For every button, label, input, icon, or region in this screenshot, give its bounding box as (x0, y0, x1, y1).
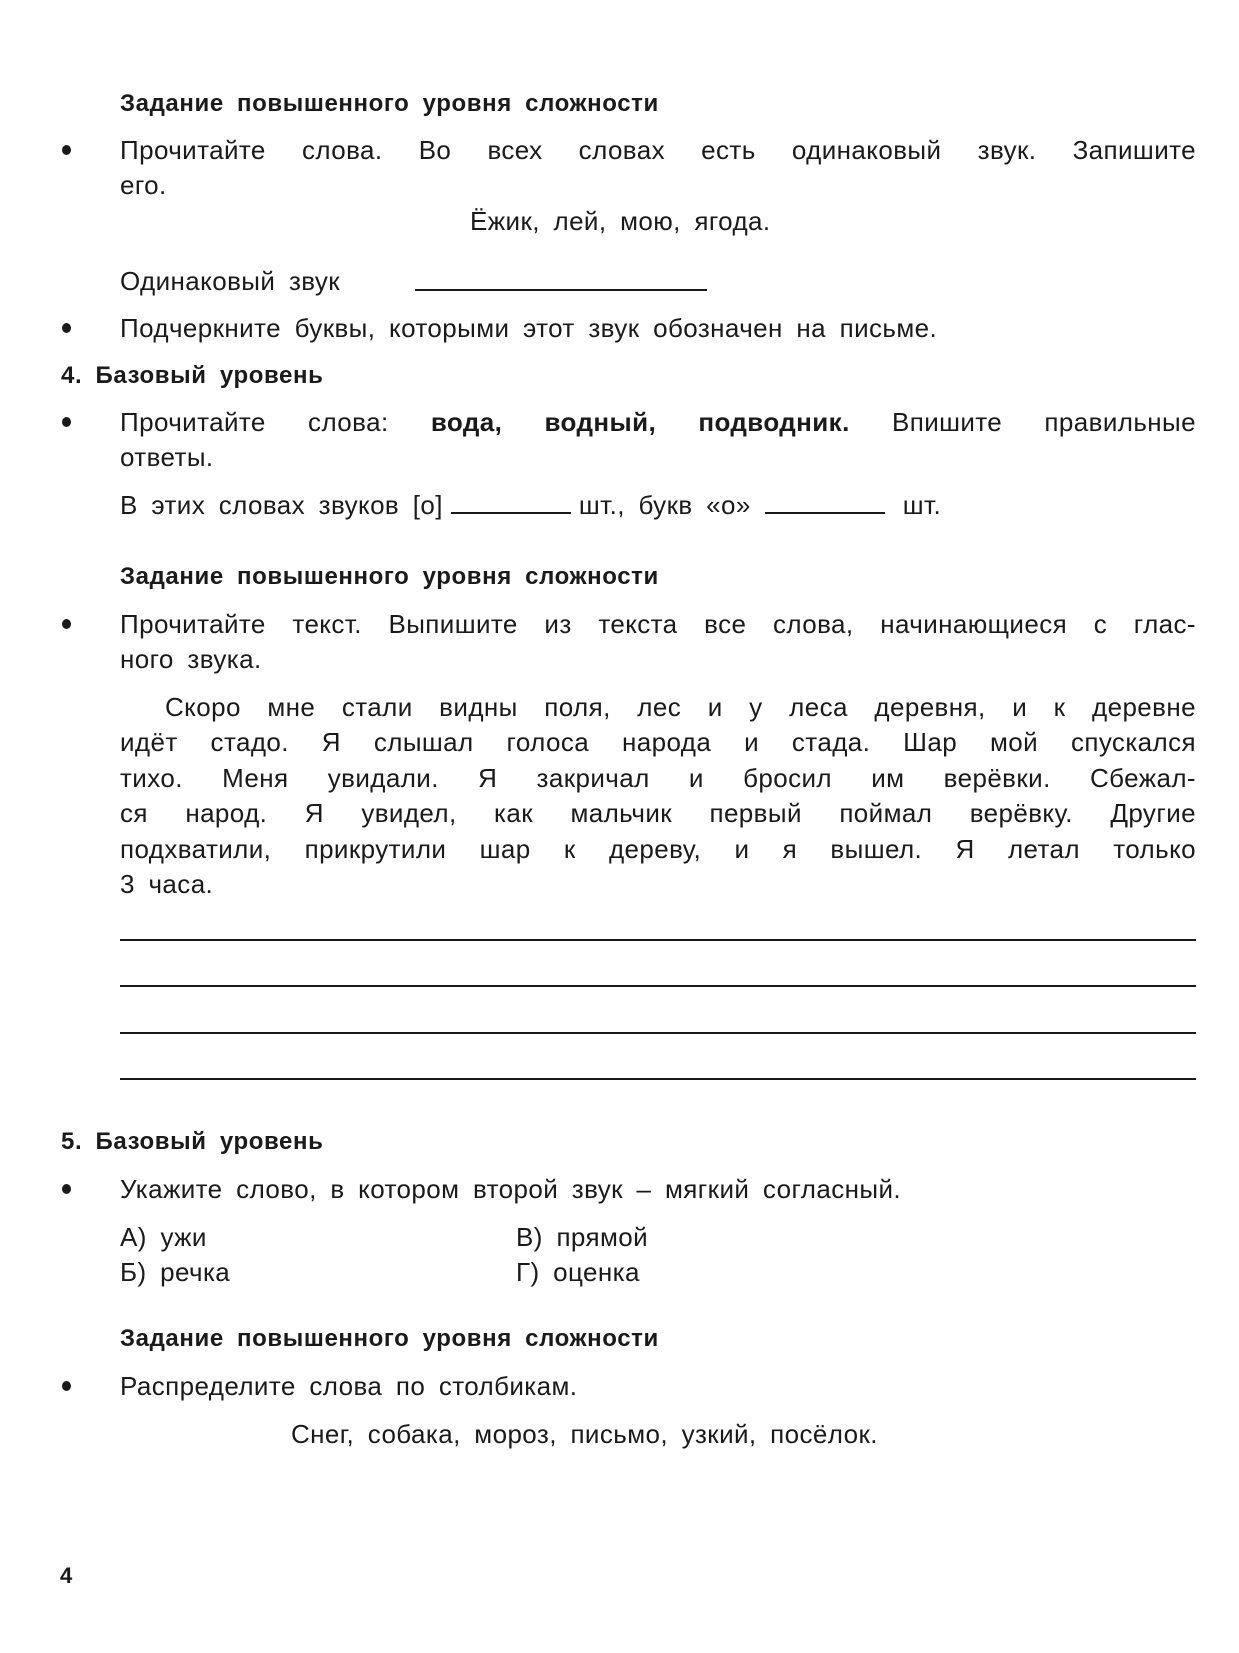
instruction-suffix: Впишите правильные (891, 407, 1196, 437)
text-line: подхватили, прикрутили шар к дереву, и я вышел. Я летал только (120, 834, 1196, 864)
option-g[interactable] (516, 1257, 640, 1287)
option-b[interactable] (120, 1257, 230, 1287)
answer-text: В этих словах звуков [о] (120, 490, 443, 520)
task-title (61, 361, 323, 391)
letters-count-blank[interactable] (765, 512, 885, 514)
bullet-icon (60, 143, 74, 157)
task-number: 4. (61, 362, 83, 389)
bullet-icon (60, 321, 74, 335)
option-a[interactable] (120, 1222, 207, 1252)
text-line: 3 часа. (120, 869, 214, 899)
option-letter: Б) (120, 1257, 147, 1287)
instruction-prefix: Прочитайте слова: (120, 407, 389, 437)
bullet-icon (60, 1379, 74, 1393)
instruction-words: вода, водный, подводник. (430, 407, 850, 437)
option-letter: Г) (516, 1257, 540, 1287)
option-word: оценка (553, 1257, 640, 1287)
task-title (61, 1127, 323, 1157)
text-line: тихо. Меня увидали. Я закричал и бросил им верёвки. Сбежал- (120, 763, 1196, 793)
answer-label: Одинаковый звук (120, 266, 341, 296)
instruction-text: Укажите слово, в котором второй звук – мягкий согласный. (120, 1174, 902, 1204)
option-v[interactable] (516, 1222, 648, 1252)
option-word: прямой (556, 1222, 649, 1252)
task-level: Базовый уровень (95, 1128, 324, 1155)
instruction-text: Распределите слова по столбикам. (120, 1371, 578, 1401)
section-heading: Задание повышенного уровня сложности (120, 90, 659, 117)
answer-text: шт., букв «о» (578, 490, 751, 520)
task-level: Базовый уровень (95, 362, 324, 389)
writing-line[interactable] (120, 939, 1196, 941)
instruction-text (120, 407, 1196, 437)
writing-line[interactable] (120, 1032, 1196, 1034)
answer-text: шт. (902, 490, 942, 520)
bullet-icon (60, 1182, 74, 1196)
instruction-text: Прочитайте слова. Во всех словах есть одинаковый звук. Запишите (120, 135, 1196, 165)
answer-blank[interactable] (415, 289, 707, 291)
instruction-text: ного звука. (120, 644, 262, 674)
option-letter: В) (516, 1222, 543, 1252)
word-list: Снег, собака, мороз, письмо, узкий, посёлок. (291, 1419, 878, 1449)
instruction-text: его. (120, 170, 167, 200)
writing-line[interactable] (120, 1078, 1196, 1080)
sounds-count-blank[interactable] (451, 512, 571, 514)
page-number: 4 (60, 1563, 73, 1588)
instruction-text: Подчеркните буквы, которыми этот звук обозначен на письме. (120, 313, 938, 343)
text-line: ся народ. Я увидел, как мальчик первый поймал верёвку. Другие (120, 798, 1196, 828)
writing-line[interactable] (120, 985, 1196, 987)
option-word: речка (160, 1257, 231, 1287)
bullet-icon (60, 617, 74, 631)
instruction-text: ответы. (120, 442, 214, 472)
section-heading: Задание повышенного уровня сложности (120, 563, 659, 590)
option-letter: А) (120, 1222, 147, 1252)
text-line: Скоро мне стали видны поля, лес и у леса деревня, и к деревне (165, 692, 1196, 722)
instruction-text: Прочитайте текст. Выпишите из текста все слова, начинающиеся с глас- (120, 609, 1196, 639)
bullet-icon (60, 415, 74, 429)
answer-line (120, 490, 941, 520)
word-list: Ёжик, лей, мою, ягода. (470, 206, 771, 236)
section-heading: Задание повышенного уровня сложности (120, 1325, 659, 1352)
option-word: ужи (160, 1222, 207, 1252)
task-number: 5. (61, 1128, 83, 1155)
text-line: идёт стадо. Я слышал голоса народа и стада. Шар мой спускался (120, 727, 1196, 757)
